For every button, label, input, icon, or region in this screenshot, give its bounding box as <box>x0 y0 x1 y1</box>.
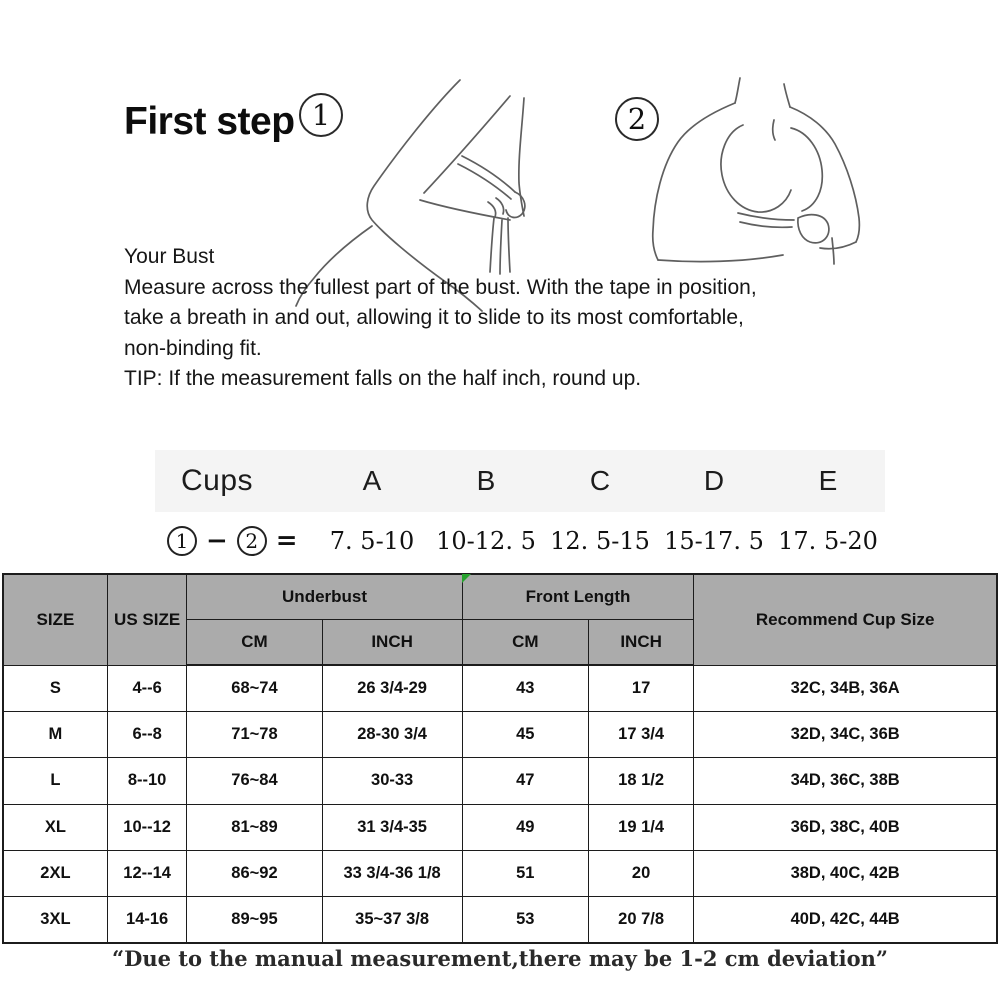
table-row-2xl <box>3 850 997 896</box>
cell-recommend-cup: 32D, 34C, 36B <box>694 712 997 758</box>
cell-front-length-cm: 45 <box>462 712 588 758</box>
col-header-front-length-inch: INCH <box>588 620 693 666</box>
cup-range-b: 10-12. 5 <box>436 527 536 555</box>
cell-recommend-cup: 36D, 38C, 40B <box>694 804 997 850</box>
cell-size: XL <box>3 804 107 850</box>
deviation-note: “Due to the manual measurement,there may be 1-2 cm deviation” <box>112 946 888 971</box>
step-2-number: 2 <box>627 102 647 136</box>
size-table-container <box>2 573 998 944</box>
cup-letter-d: D <box>703 465 725 496</box>
cell-us-size: 14-16 <box>107 896 187 943</box>
cell-us-size: 4--6 <box>107 665 187 712</box>
cell-front-length-cm: 47 <box>462 758 588 804</box>
table-row-m <box>3 712 997 758</box>
cups-label: Cups <box>181 464 254 497</box>
col-header-front-length: Front Length <box>462 574 694 620</box>
cell-underbust-inch: 26 3/4-29 <box>322 665 462 712</box>
cell-underbust-cm: 81~89 <box>187 804 322 850</box>
table-row-l <box>3 758 997 804</box>
cup-letter-e: E <box>818 465 838 496</box>
cup-letter-a: A <box>362 465 382 496</box>
cell-underbust-inch: 28-30 3/4 <box>322 712 462 758</box>
cell-front-length-cm: 49 <box>462 804 588 850</box>
col-header-front-length-cm: CM <box>462 620 588 666</box>
green-corner-marker-icon <box>462 574 471 583</box>
cup-range-d: 15-17. 5 <box>664 527 764 555</box>
cell-front-length-inch: 20 <box>588 850 693 896</box>
formula-step-2-badge <box>237 526 267 556</box>
size-table <box>2 573 998 944</box>
cell-underbust-inch: 35~37 3/8 <box>322 896 462 943</box>
instructions-heading: Your Bust <box>124 245 215 268</box>
cell-us-size: 12--14 <box>107 850 187 896</box>
col-header-underbust-cm: CM <box>187 620 322 666</box>
cell-front-length-cm: 53 <box>462 896 588 943</box>
cell-us-size: 6--8 <box>107 712 187 758</box>
instruction-line-4: TIP: If the measurement falls on the half inch, round up. <box>124 367 642 391</box>
cell-size: 3XL <box>3 896 107 943</box>
table-row-3xl <box>3 896 997 943</box>
cell-size: M <box>3 712 107 758</box>
col-header-underbust-inch: INCH <box>322 620 462 666</box>
cell-front-length-inch: 17 <box>588 665 693 712</box>
instruction-line-2: take a breath in and out, allowing it to slide to its most comfortable, <box>124 306 744 330</box>
formula-step-1-badge <box>167 526 197 556</box>
cell-underbust-cm: 76~84 <box>187 758 322 804</box>
cell-recommend-cup: 32C, 34B, 36A <box>694 665 997 712</box>
minus-sign: − <box>206 526 228 556</box>
cup-letter-b: B <box>476 465 496 496</box>
figure-underbust-measure-front-icon <box>648 70 948 268</box>
measure-instructions <box>124 242 884 395</box>
col-header-us-size: US SIZE <box>107 574 187 665</box>
cell-front-length-cm: 51 <box>462 850 588 896</box>
cell-underbust-inch: 31 3/4-35 <box>322 804 462 850</box>
cell-underbust-cm: 68~74 <box>187 665 322 712</box>
col-header-recommend-cup-size: Recommend Cup Size <box>694 574 997 665</box>
cup-letter-c: C <box>589 465 611 496</box>
page-title: First step <box>124 100 295 143</box>
cell-size: L <box>3 758 107 804</box>
formula-step-2-number: 2 <box>245 529 259 553</box>
cup-formula-row <box>155 517 885 565</box>
equals-sign: = <box>275 526 298 556</box>
cell-size: S <box>3 665 107 712</box>
cell-front-length-inch: 18 1/2 <box>588 758 693 804</box>
cup-range-a: 7. 5-10 <box>329 527 415 555</box>
col-header-size: SIZE <box>3 574 107 665</box>
cup-formula <box>155 526 315 556</box>
cell-front-length-inch: 20 7/8 <box>588 896 693 943</box>
cell-underbust-inch: 30-33 <box>322 758 462 804</box>
cell-underbust-inch: 33 3/4-36 1/8 <box>322 850 462 896</box>
cup-range-c: 12. 5-15 <box>550 527 650 555</box>
cell-underbust-cm: 71~78 <box>187 712 322 758</box>
col-header-underbust: Underbust <box>187 574 462 620</box>
cell-recommend-cup: 40D, 42C, 44B <box>694 896 997 943</box>
cell-front-length-cm: 43 <box>462 665 588 712</box>
cell-size: 2XL <box>3 850 107 896</box>
instruction-line-1: Measure across the fullest part of the bust. With the tape in position, <box>124 275 757 299</box>
cup-range-e: 17. 5-20 <box>778 527 878 555</box>
instruction-line-3: non-binding fit. <box>124 336 262 360</box>
cell-underbust-cm: 89~95 <box>187 896 322 943</box>
formula-step-1-number: 1 <box>175 529 189 553</box>
cell-recommend-cup: 34D, 36C, 38B <box>694 758 997 804</box>
cell-us-size: 10--12 <box>107 804 187 850</box>
table-row-xl <box>3 804 997 850</box>
cell-underbust-cm: 86~92 <box>187 850 322 896</box>
cell-us-size: 8--10 <box>107 758 187 804</box>
cell-recommend-cup: 38D, 40C, 42B <box>694 850 997 896</box>
table-row-s <box>3 665 997 712</box>
cell-front-length-inch: 17 3/4 <box>588 712 693 758</box>
step-1-number: 1 <box>311 98 331 132</box>
cell-front-length-inch: 19 1/4 <box>588 804 693 850</box>
cups-header-band <box>155 450 885 512</box>
